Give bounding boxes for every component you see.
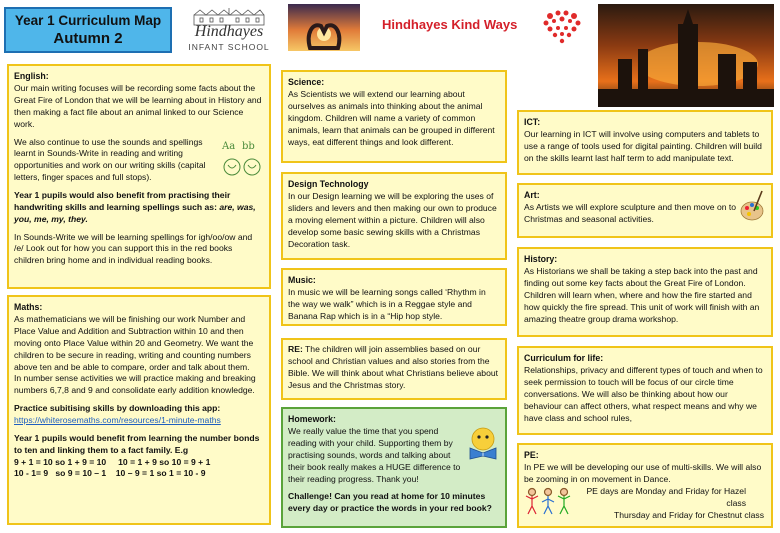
homework-heading: Homework: bbox=[288, 414, 336, 424]
homework-text: We really value the time that you spend reading with your child. Supporting them by practising sounds, words and talking about their book really makes a HUGE difference to their reading progress. Thank you! bbox=[288, 426, 461, 484]
english-sounds-write: We also continue to use the sounds and spellings learnt in Sounds-Write in reading and writing opportunities and work on our writing skills (capital letters, finger spaces and full stops). bbox=[14, 136, 206, 183]
pe-chestnut-days: Thursday and Friday for Chestnut class bbox=[614, 509, 764, 520]
re-heading: RE: bbox=[288, 344, 303, 354]
maths-heading: Maths: bbox=[14, 302, 43, 312]
svg-text:bb: bb bbox=[242, 140, 255, 152]
english-intro: Our main writing focuses will be recording some facts about the Great Fire of London that we will be learning about in History and then making a fact file about an animal linked to our Science work. bbox=[14, 83, 262, 129]
title-banner bbox=[4, 7, 172, 53]
maths-number-sense: In number sense activities we will practice making and breaking numbers 6,7,8 and 9 and consolidate early addition knowledge. bbox=[14, 373, 256, 396]
music-panel bbox=[281, 268, 507, 326]
design-text: In our Design learning we will be exploring the uses of sliders and levers and then making our own to produce a moving element within a picture. Children will also develop some basic sewing skills with a Christmas Decoration task. bbox=[288, 191, 497, 249]
art-heading: Art: bbox=[524, 190, 540, 200]
art-text: As Artists we will explore sculpture and then move on to Christmas and seasonal activities. bbox=[524, 202, 737, 224]
svg-text:Aa: Aa bbox=[222, 140, 236, 152]
science-text: As Scientists we will extend our learning about ourselves as animals into thinking about the animal kingdom. Children will name a variety of common animals, learn that animals can be grouped in different ways, eat different things and look different. bbox=[288, 89, 495, 147]
homework-panel bbox=[281, 407, 507, 528]
science-heading: Science: bbox=[288, 77, 325, 87]
maths-equation-2: 10 - 1= 9 so 9 = 10 – 1 10 – 9 = 1 so 1 = 10 - 9 bbox=[14, 468, 206, 479]
pe-heading: PE: bbox=[524, 450, 539, 460]
school-subtitle: INFANT SCHOOL bbox=[188, 42, 270, 52]
history-panel bbox=[517, 247, 773, 337]
history-text: As Historians we shall be taking a step back into the past and finding out some key facts about the Great Fire of London. Children will learn when, where and how the fire started and how quickly the fire spread. This unit of work will finish with an amazing theatre group drama workshop. bbox=[524, 266, 760, 324]
curriculum-for-life-panel bbox=[517, 346, 773, 435]
maths-number-bonds: Year 1 pupils would benefit from learning the number bonds to ten and linking them to a fact family. E.g bbox=[14, 432, 260, 455]
english-spelling-words: are, was, you, me, my, they. bbox=[14, 201, 256, 224]
children-playing-icon bbox=[524, 486, 572, 518]
reading-emoji-icon bbox=[466, 426, 500, 460]
homework-challenge: Challenge! Can you read at home for 10 minutes every day or practice the words in your red book? bbox=[288, 491, 492, 514]
maths-app-link[interactable]: https://whiterosemaths.com/resources/1-minute-maths bbox=[14, 415, 221, 425]
art-panel bbox=[517, 183, 773, 238]
music-heading: Music: bbox=[288, 275, 316, 285]
life-heading: Curriculum for life: bbox=[524, 353, 604, 363]
ict-panel bbox=[517, 110, 773, 175]
ict-text: Our learning in ICT will involve using computers and tablets to use a range of tools used for digital painting. Children will build on the skills learnt last half term to add manipulate text. bbox=[524, 129, 762, 163]
pe-hazel-days: PE days are Monday and Friday for Hazel class bbox=[586, 485, 746, 508]
pe-text: In PE we will be developing our use of multi-skills. We will also be zooming in on movement in Dance. bbox=[524, 462, 762, 484]
english-handwriting bbox=[14, 190, 264, 226]
english-spellings: In Sounds-Write we will be learning spellings for igh/oo/ow and /e/ Look out for how you can support this in the red books children bring home and in individual reading books. bbox=[14, 231, 253, 266]
kind-ways-heading: Hindhayes Kind Ways bbox=[382, 17, 518, 32]
music-text: In music we will be learning songs called ‘Rhythm in the way we walk” which is in a Reggae style and Banana Rap which is in a “Hip hop style. bbox=[288, 287, 486, 321]
school-name: Hindhayes bbox=[194, 23, 264, 40]
maths-intro: As mathematicians we will be finishing our work Number and Place Value and Addition and Subtraction within 10 and then moving onto Place Value within 20 and Geometry. We want the children to be secure in reading, writing and counting numbers above ten and be able to compare, order and talk about them. bbox=[14, 314, 254, 372]
english-heading: English: bbox=[14, 71, 49, 81]
english-panel bbox=[7, 64, 271, 289]
english-handwriting-text: Year 1 pupils would also benefit from practising their handwriting skills and learning spellings such as: bbox=[14, 190, 231, 212]
science-panel bbox=[281, 70, 507, 163]
title-line-1: Year 1 Curriculum Map bbox=[14, 13, 162, 28]
hearts-icon bbox=[534, 4, 590, 48]
re-text: The children will join assemblies based on our school and Christian values and also stories from the Bible. We will think about what Christians believe about Jesus and the Christmas story. bbox=[288, 344, 499, 390]
re-panel bbox=[281, 338, 507, 400]
history-heading: History: bbox=[524, 254, 558, 264]
design-technology-panel bbox=[281, 172, 507, 260]
life-text: Relationships, privacy and different types of touch and when to seek permission to touch will be focus of our circle time conversations. We will also be thinking about how our behaviour can affect others, what respect means and why we have class and school rules, bbox=[524, 365, 763, 423]
maths-equation-1: 9 + 1 = 10 so 1 + 9 = 10 10 = 1 + 9 so 10 = 9 + 1 bbox=[14, 456, 211, 467]
design-heading: Design Technology bbox=[288, 179, 369, 189]
heart-hands-photo bbox=[288, 4, 360, 51]
maths-panel bbox=[7, 295, 271, 525]
pe-panel bbox=[517, 443, 773, 528]
paint-palette-icon bbox=[740, 189, 766, 225]
handwriting-doodle-icon bbox=[220, 137, 264, 183]
ict-heading: ICT: bbox=[524, 117, 541, 127]
great-fire-painting bbox=[598, 4, 774, 107]
title-line-2: Autumn 2 bbox=[53, 30, 123, 47]
school-logo bbox=[186, 8, 272, 52]
maths-app-prompt: Practice subitising skills by downloading this app: bbox=[14, 403, 221, 414]
